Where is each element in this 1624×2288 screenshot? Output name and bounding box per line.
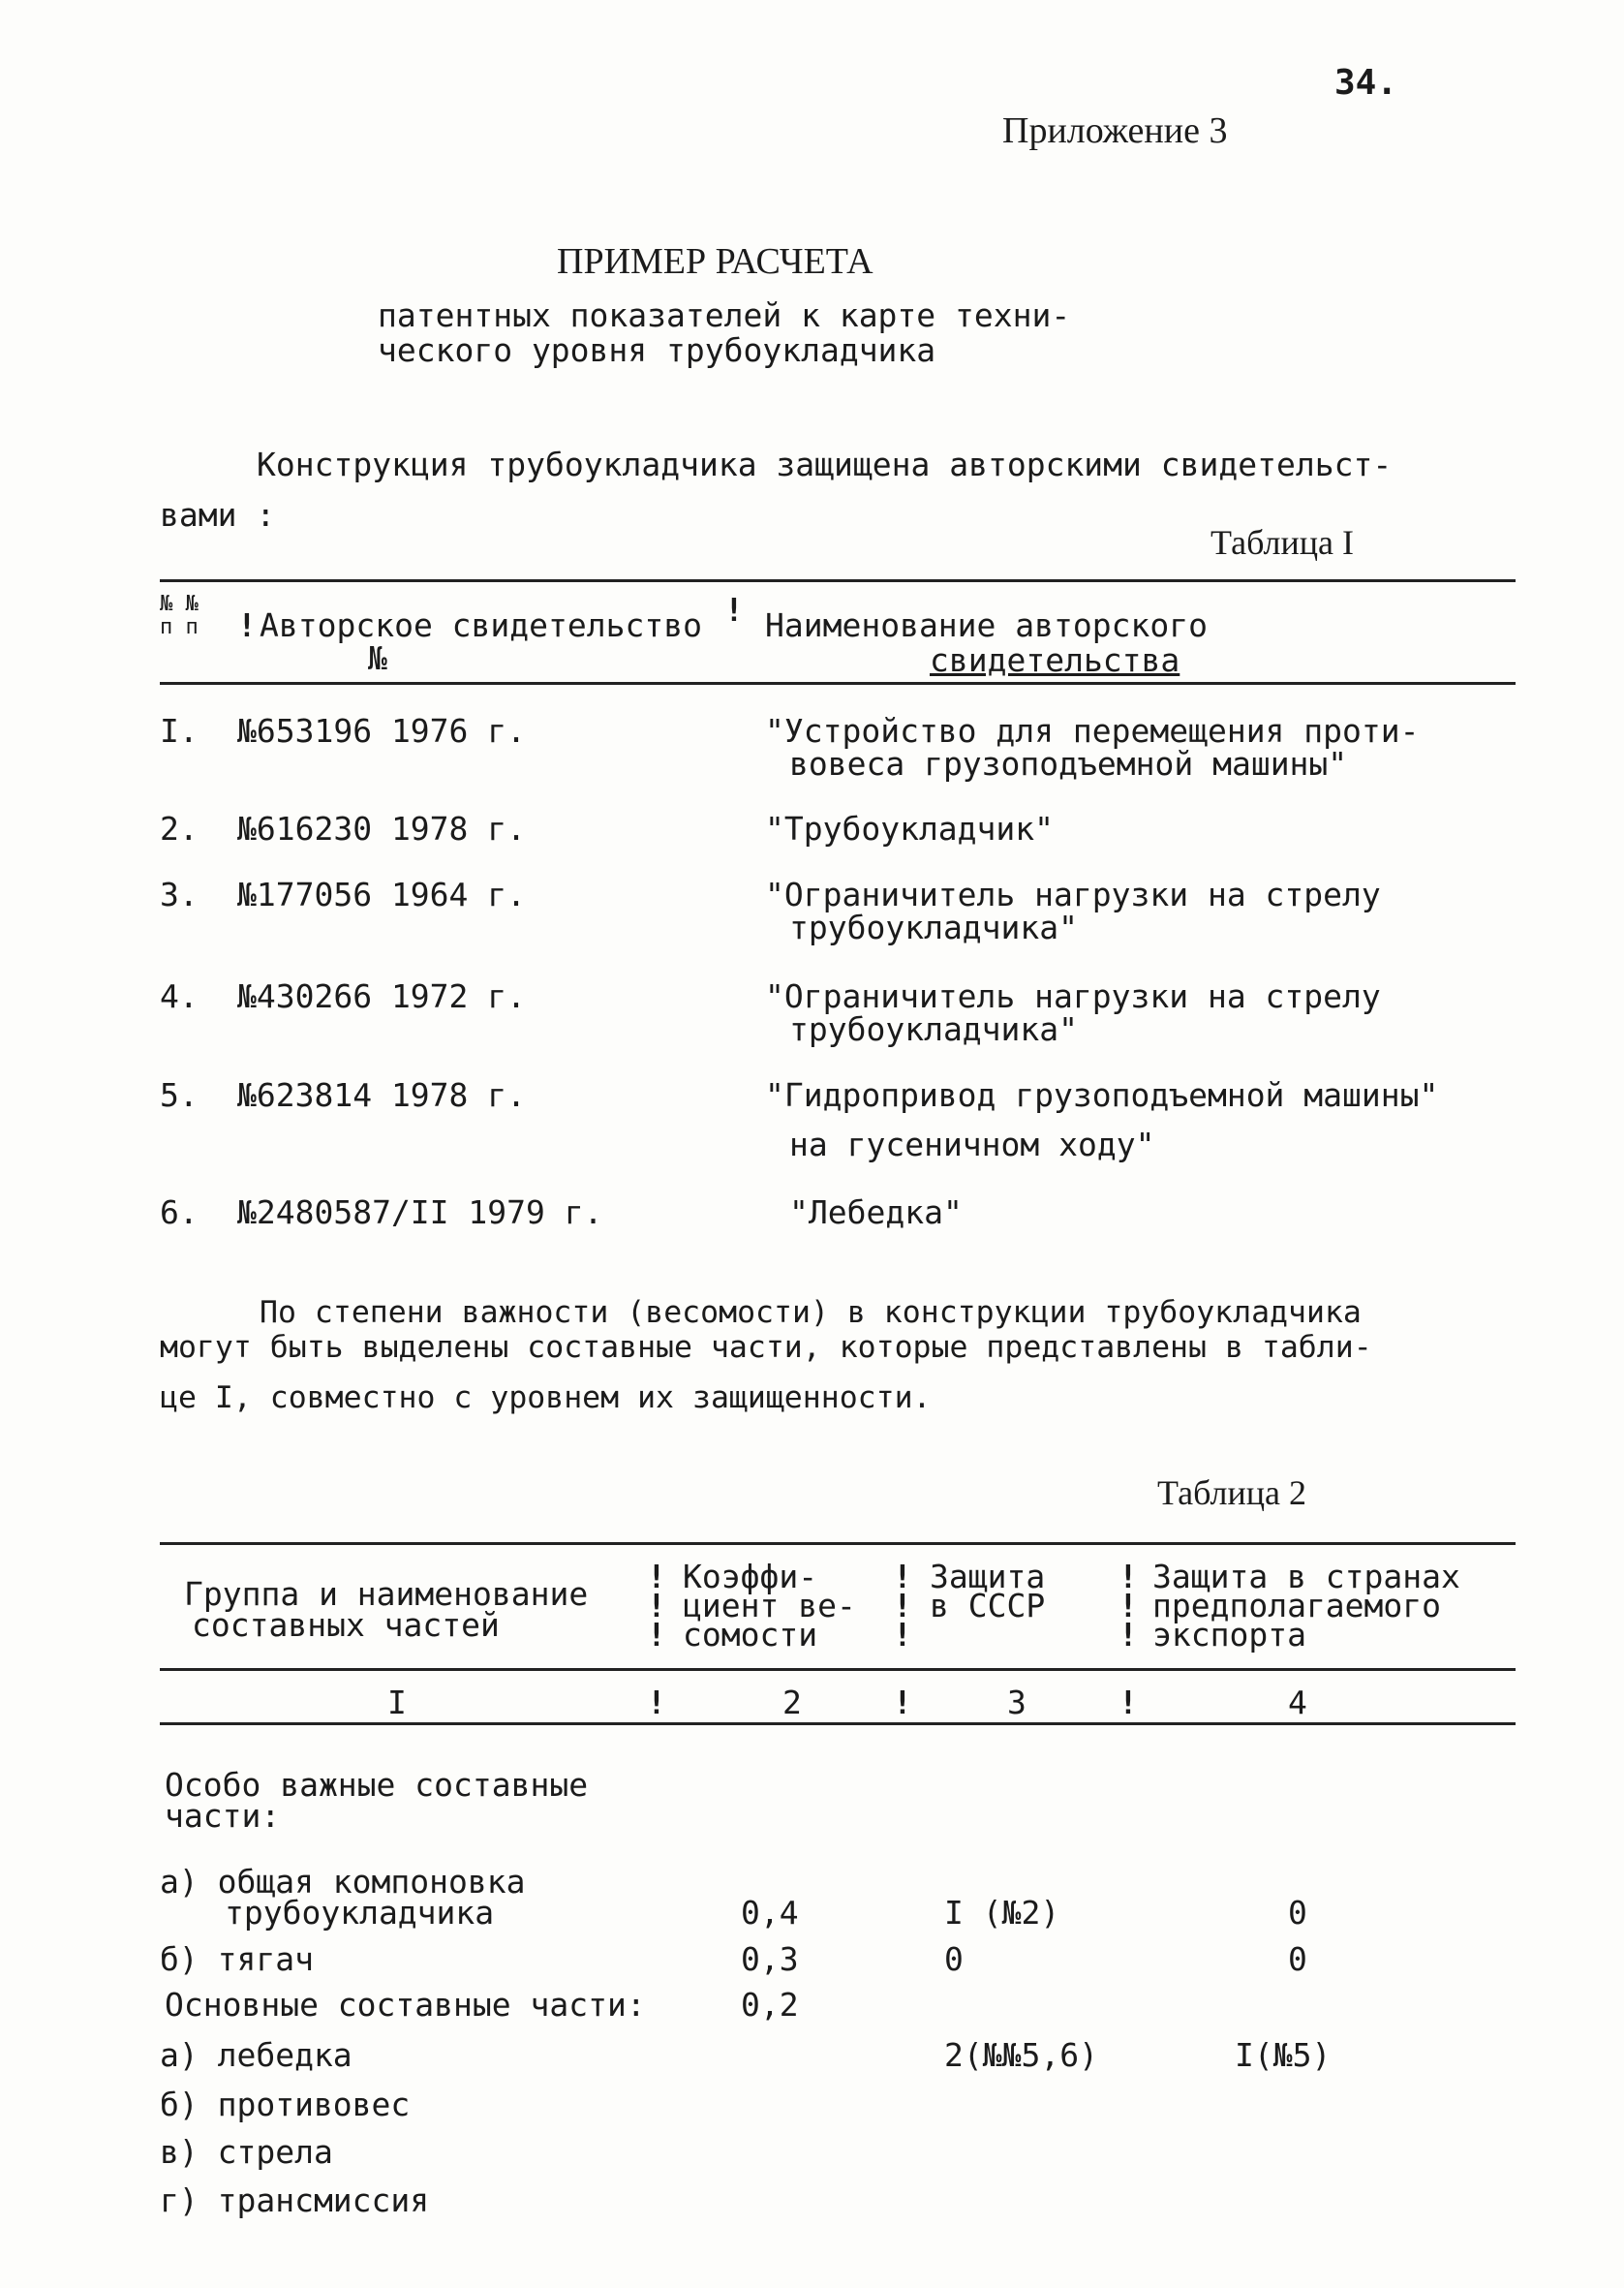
- table1-header-rule: [160, 682, 1516, 685]
- table1-row-name-2: трубоукладчика": [789, 1010, 1079, 1048]
- table2-header-col2-3: сомости: [683, 1616, 818, 1654]
- table2-sep: !: [1118, 1587, 1138, 1624]
- table1-row-name-1: "Трубоукладчик": [765, 810, 1055, 848]
- table2-sep: !: [647, 1587, 666, 1624]
- table1-row-cert: №2480587/II 1979 г.: [237, 1193, 603, 1231]
- table2-row-label: г) трансмиссия: [160, 2181, 430, 2219]
- table2-group2-coef: 0,2: [741, 1986, 799, 2024]
- table2-caption: Таблица 2: [1157, 1473, 1306, 1512]
- table1-row-cert: №430266 1972 г.: [237, 977, 527, 1015]
- table2-row-ussr: 0: [944, 1940, 964, 1978]
- table1-row-number: 2.: [160, 810, 199, 848]
- table2-header-col4-3: экспорта: [1152, 1616, 1306, 1654]
- table2-row-export: 0: [1288, 1940, 1307, 1978]
- table2-row-coef: 0,4: [741, 1894, 799, 1932]
- table2-header-col3-1: Защита: [930, 1558, 1046, 1595]
- subtitle-line-1: патентных показателей к карте техни-: [378, 296, 1071, 334]
- page-title: ПРИМЕР РАСЧЕТА: [557, 241, 873, 282]
- intro-line-1: Конструкция трубоукладчика защищена авторскими свидетельст-: [257, 446, 1393, 483]
- table2-header-col1-1: Группа и наименование: [184, 1575, 589, 1613]
- table2-header-col1-2: составных частей: [192, 1606, 500, 1644]
- table2-row-ussr: 2(№№5,6): [944, 2036, 1098, 2074]
- table2-colnum-rule: [160, 1722, 1516, 1725]
- table1-row-number: 6.: [160, 1193, 199, 1231]
- table2-header-rule: [160, 1668, 1516, 1671]
- table2-group1-line-2: части:: [165, 1797, 281, 1835]
- table1-row-name-1: "Ограничитель нагрузки на стрелу: [765, 876, 1381, 913]
- table1-row-name-1: "Ограничитель нагрузки на стрелу: [765, 977, 1381, 1015]
- table2-top-rule: [160, 1542, 1516, 1545]
- table2-header-col2-1: Коэффи-: [683, 1558, 818, 1595]
- table2-sep: !: [893, 1558, 912, 1595]
- table1-top-rule: [160, 579, 1516, 582]
- table1-row-name-1: "Лебедка": [789, 1193, 963, 1231]
- appendix-label: Приложение 3: [1002, 110, 1228, 151]
- table2-header-col2-2: циент ве-: [683, 1587, 856, 1624]
- table1-header-cert-sub: №: [368, 639, 387, 677]
- table2-row-export: 0: [1288, 1894, 1307, 1932]
- table2-row-label: б) противовес: [160, 2086, 411, 2123]
- table1-row-cert: №616230 1978 г.: [237, 810, 527, 848]
- table2-sep: !: [893, 1587, 912, 1624]
- table1-header-cert: Авторское свидетельство: [260, 606, 702, 644]
- intro-line-2: вами :: [160, 496, 276, 534]
- table2-sep: !: [893, 1616, 912, 1654]
- table1-row-cert: №653196 1976 г.: [237, 712, 527, 750]
- table2-colnum-4: 4: [1288, 1684, 1307, 1721]
- table2-header-col4-2: предполагаемого: [1152, 1587, 1442, 1624]
- para2-line-1: По степени важности (весомости) в конструкции трубоукладчика: [260, 1295, 1362, 1330]
- table1-row-number: 3.: [160, 876, 199, 913]
- table1-header-name-2: свидетельства: [930, 641, 1180, 679]
- table2-row-ussr: I (№2): [944, 1894, 1060, 1932]
- table2-colnum-3: 3: [1007, 1684, 1026, 1721]
- table2-group1-line-1: Особо важные составные: [165, 1766, 589, 1804]
- table2-sep: !: [647, 1684, 666, 1721]
- table1-caption: Таблица I: [1210, 523, 1354, 562]
- para2-line-3: це I, совместно с уровнем их защищенности.: [160, 1380, 932, 1415]
- table1-sep-2: !: [724, 591, 744, 629]
- table2-colnum-1: I: [387, 1684, 407, 1721]
- table2-row-label-2: трубоукладчика: [225, 1894, 495, 1932]
- table2-header-col4-1: Защита в странах: [1152, 1558, 1460, 1595]
- table2-sep: !: [1118, 1684, 1138, 1721]
- page-number: 34.: [1334, 63, 1398, 103]
- table2-header-col3-2: в СССР: [930, 1587, 1046, 1624]
- subtitle-line-2: ческого уровня трубоукладчика: [378, 331, 936, 369]
- table1-row-name-2: трубоукладчика": [789, 909, 1079, 946]
- table1-header-num-1: № №: [160, 592, 199, 616]
- table2-row-label-1: б) тягач: [160, 1940, 314, 1978]
- table1-row-cert: №623814 1978 г.: [237, 1076, 527, 1114]
- table2-row-label: в) стрела: [160, 2133, 333, 2171]
- table2-sep: !: [647, 1616, 666, 1654]
- table2-sep: !: [1118, 1616, 1138, 1654]
- table1-row-name-2: на гусеничном ходу": [789, 1126, 1155, 1163]
- table2-row-export: I(№5): [1235, 2036, 1332, 2074]
- table1-row-number: 5.: [160, 1076, 199, 1114]
- table2-group2-label: Основные составные части:: [165, 1986, 646, 2024]
- table1-row-number: 4.: [160, 977, 199, 1015]
- table2-row-label-1: а) общая компоновка: [160, 1863, 526, 1901]
- table1-row-number: I.: [160, 712, 199, 750]
- table2-row-label: а) лебедка: [160, 2036, 352, 2074]
- table1-header-num-2: п п: [160, 615, 199, 639]
- table1-sep-1: !: [237, 606, 257, 644]
- table1-row-name-1: "Гидропривод грузоподъемной машины": [765, 1076, 1439, 1114]
- table1-row-cert: №177056 1964 г.: [237, 876, 527, 913]
- para2-line-2: могут быть выделены составные части, которые представлены в табли-: [160, 1330, 1372, 1365]
- table2-row-coef: 0,3: [741, 1940, 799, 1978]
- table2-sep: !: [1118, 1558, 1138, 1595]
- table2-sep: !: [893, 1684, 912, 1721]
- table1-row-name-2: вовеса грузоподъемной машины": [789, 745, 1348, 783]
- table2-sep: !: [647, 1558, 666, 1595]
- table2-colnum-2: 2: [782, 1684, 802, 1721]
- table1-header-name-1: Наименование авторского: [765, 606, 1208, 644]
- table1-row-name-1: "Устройство для перемещения проти-: [765, 712, 1420, 750]
